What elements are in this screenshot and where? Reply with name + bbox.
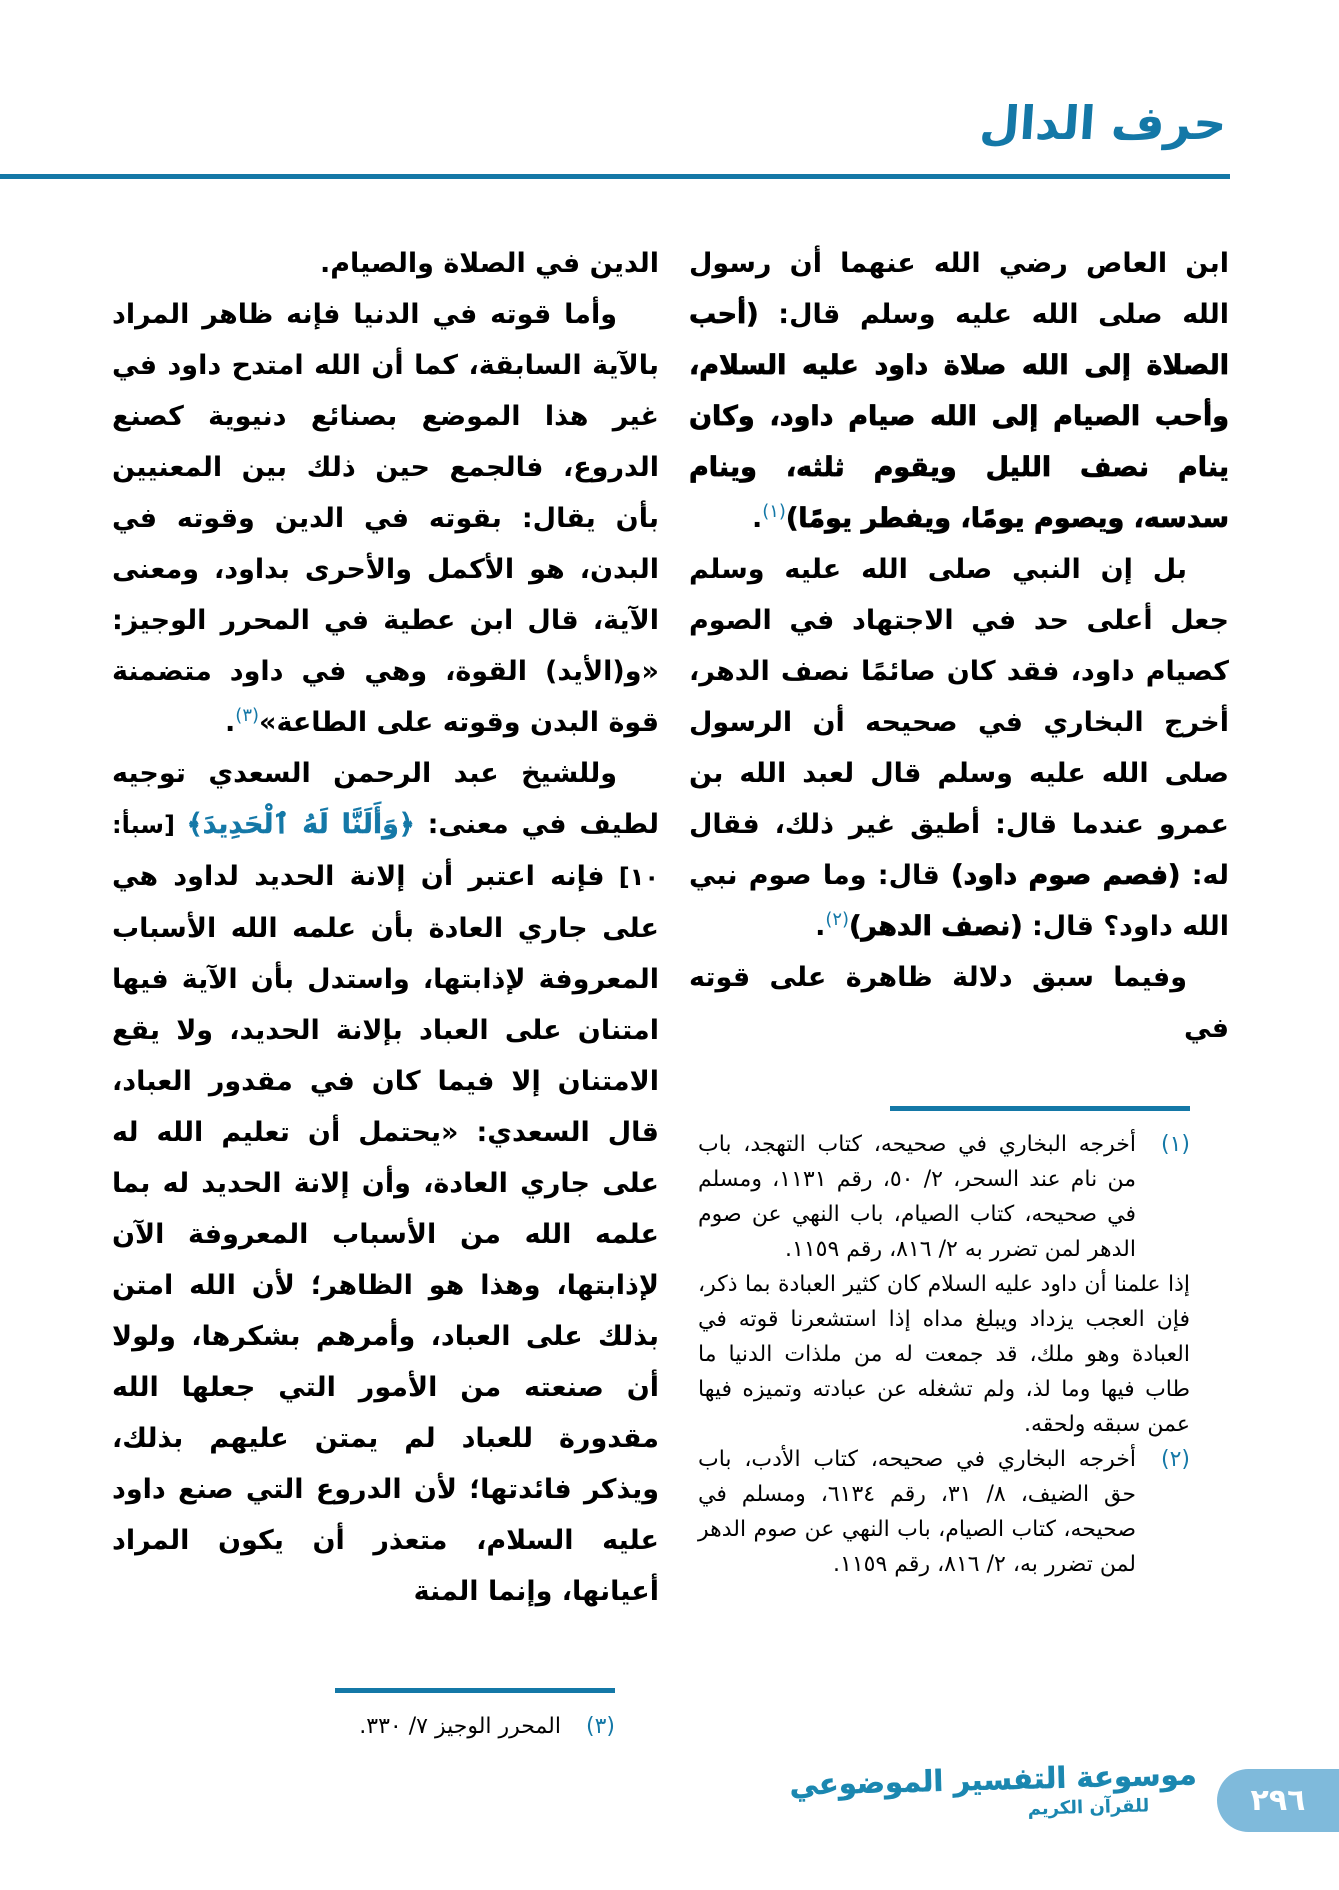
page-number-badge: [1217, 1769, 1339, 1832]
narration-text: وللشيخ عبد الرحمن السعدي توجيه لطيف في معنى:: [112, 758, 659, 840]
footnote-ref-2: (٢): [825, 909, 850, 930]
footnote-continuation: إذا علمنا أن داود عليه السلام كان كثير العبادة بما ذكر، فإن العجب يزداد ويبلغ مداه إذا استشعرنا قوته في العبادة وهو ملك، قد جمعت له من ملذات الدنيا ما طاب فيها وما لذ، ولم تشغله عن عبادته وتميزه فيها عمن سبقه ولحقه.: [698, 1272, 1190, 1437]
narration-text: ابن العاص رضي الله عنهما أن رسول الله صلى الله عليه وسلم قال:: [689, 248, 1229, 330]
hadith-quote: (أحب الصلاة إلى الله صلاة داود عليه السلام، وأحب الصيام إلى الله صيام داود، وكان ينام نصف الليل ويقوم ثلثه، وينام سدسه، ويصوم يومًا، ويفطر يومًا): [689, 299, 1229, 534]
footnotes-right: [698, 1106, 1190, 1582]
paragraph: [112, 238, 659, 289]
footnote-text: المحرر الوجيز ٧/ ٣٣٠.: [359, 1714, 561, 1739]
verse-citation: [سبأ: ١٠]: [112, 811, 659, 891]
footnote-item-1: [698, 1127, 1190, 1267]
header-rule: [0, 174, 1230, 179]
publisher-logo-subtitle: للقرآن الكريم: [1027, 1795, 1150, 1820]
narration-text: وفيما سبق دلالة ظاهرة على قوته في: [689, 962, 1229, 1044]
narration-text: فإنه اعتبر أن إلانة الحديد لداود هي على جاري العادة بأن علمه الله الأسباب المعروفة لإذابتها، واستدل بأن الآية فيها امتنان على العباد بإلانة الحديد، ولا يقع الامتنان إلا فيما كان في مقدور العباد، قال السعدي: «يحتمل أن تعليم الله له على جاري العادة، وأن إلانة الحديد له بما علمه الله من الأسباب المعروفة الآن لإذابتها، وهذا هو الظاهر؛ لأن الله امتن بذلك على العباد، وأمرهم بشكرها، ولولا أن صنعته من الأمور التي جعلها الله مقدورة للعباد لم يمتن عليهم بذلك، ويذكر فائدتها؛ لأن الدروع التي صنع داود عليه السلام، متعذر أن يكون المراد أعيانها، وإنما المنة: [112, 861, 659, 1607]
footnote-marker-1: (١): [1160, 1132, 1190, 1157]
quran-verse: ﴿وَأَلَنَّا لَهُ ٱلْحَدِيدَ﴾: [186, 809, 415, 840]
footnote-ref-1: (١): [762, 501, 786, 522]
column-left: [112, 238, 659, 1683]
paragraph: [689, 952, 1229, 1054]
publisher-logo-title: موسوعة التفسير الموضوعي: [789, 1757, 1198, 1802]
paragraph: [112, 289, 659, 748]
footnote-ref-3: (٣): [235, 705, 260, 726]
page-number: ٢٩٦: [1250, 1783, 1306, 1818]
paragraph: [112, 748, 659, 1617]
column-right: [689, 238, 1229, 1093]
footnote-separator: [335, 1688, 615, 1693]
paragraph: [689, 238, 1229, 544]
narration-text: قال: وما صوم نبي الله داود؟ قال:: [689, 860, 1229, 942]
narration-text: الدين في الصلاة والصيام.: [319, 248, 659, 279]
footnote-separator: [890, 1106, 1190, 1111]
footnote-item-2: [698, 1442, 1190, 1582]
footnote-text: أخرجه البخاري في صحيحه، كتاب التهجد، باب من نام عند السحر، ٢/ ٥٠، رقم ١١٣١، ومسلم في صحيحه، كتاب الصيام، باب النهي عن صوم الدهر لمن تضرر به ٢/ ٨١٦، رقم ١١٥٩.: [698, 1132, 1136, 1262]
paragraph: [689, 544, 1229, 952]
footnotes-left: [115, 1688, 615, 1744]
publisher-logo: [789, 1757, 1198, 1820]
footnote-marker-2: (٢): [1160, 1447, 1190, 1472]
hadith-quote: (نصف الدهر): [849, 911, 1023, 942]
narration-text: بل إن النبي صلى الله عليه وسلم جعل أعلى حد في الاجتهاد في الصوم كصيام داود، فقد كان صائمًا نصف الدهر، أخرج البخاري في صحيحه أن الرسول صلى الله عليه وسلم قال لعبد الله بن عمرو عندما قال: أطيق غير ذلك، فقال له:: [689, 554, 1229, 891]
footnote-marker-3: (٣): [585, 1714, 615, 1739]
hadith-quote: (فصم صوم داود): [951, 860, 1181, 891]
sentence-period: .: [225, 707, 236, 738]
sentence-period: .: [751, 503, 763, 534]
footnote-text: أخرجه البخاري في صحيحه، كتاب الأدب، باب حق الضيف، ٨/ ٣١، رقم ٦١٣٤، ومسلم في صحيحه، كتاب الصيام، باب النهي عن صوم الدهر لمن تضرر به، ٢/ ٨١٦، رقم ١١٥٩.: [698, 1447, 1136, 1577]
footnote-item-3: [115, 1709, 615, 1744]
sentence-period: .: [815, 911, 826, 942]
narration-text: وأما قوته في الدنيا فإنه ظاهر المراد بالآية السابقة، كما أن الله امتدح داود في غير هذا الموضع بصنائع دنيوية كصنع الدروع، فالجمع حين ذلك بين المعنيين بأن يقال: بقوته في الدين وقوته في البدن، هو الأكمل والأحرى بداود، ومعنى الآية، قال ابن عطية في المحرر الوجيز: «و(الأيد) القوة، وهي في داود متضمنة قوة البدن وقوته على الطاعة»: [112, 299, 659, 738]
chapter-heading: حرف الدال: [978, 96, 1229, 150]
